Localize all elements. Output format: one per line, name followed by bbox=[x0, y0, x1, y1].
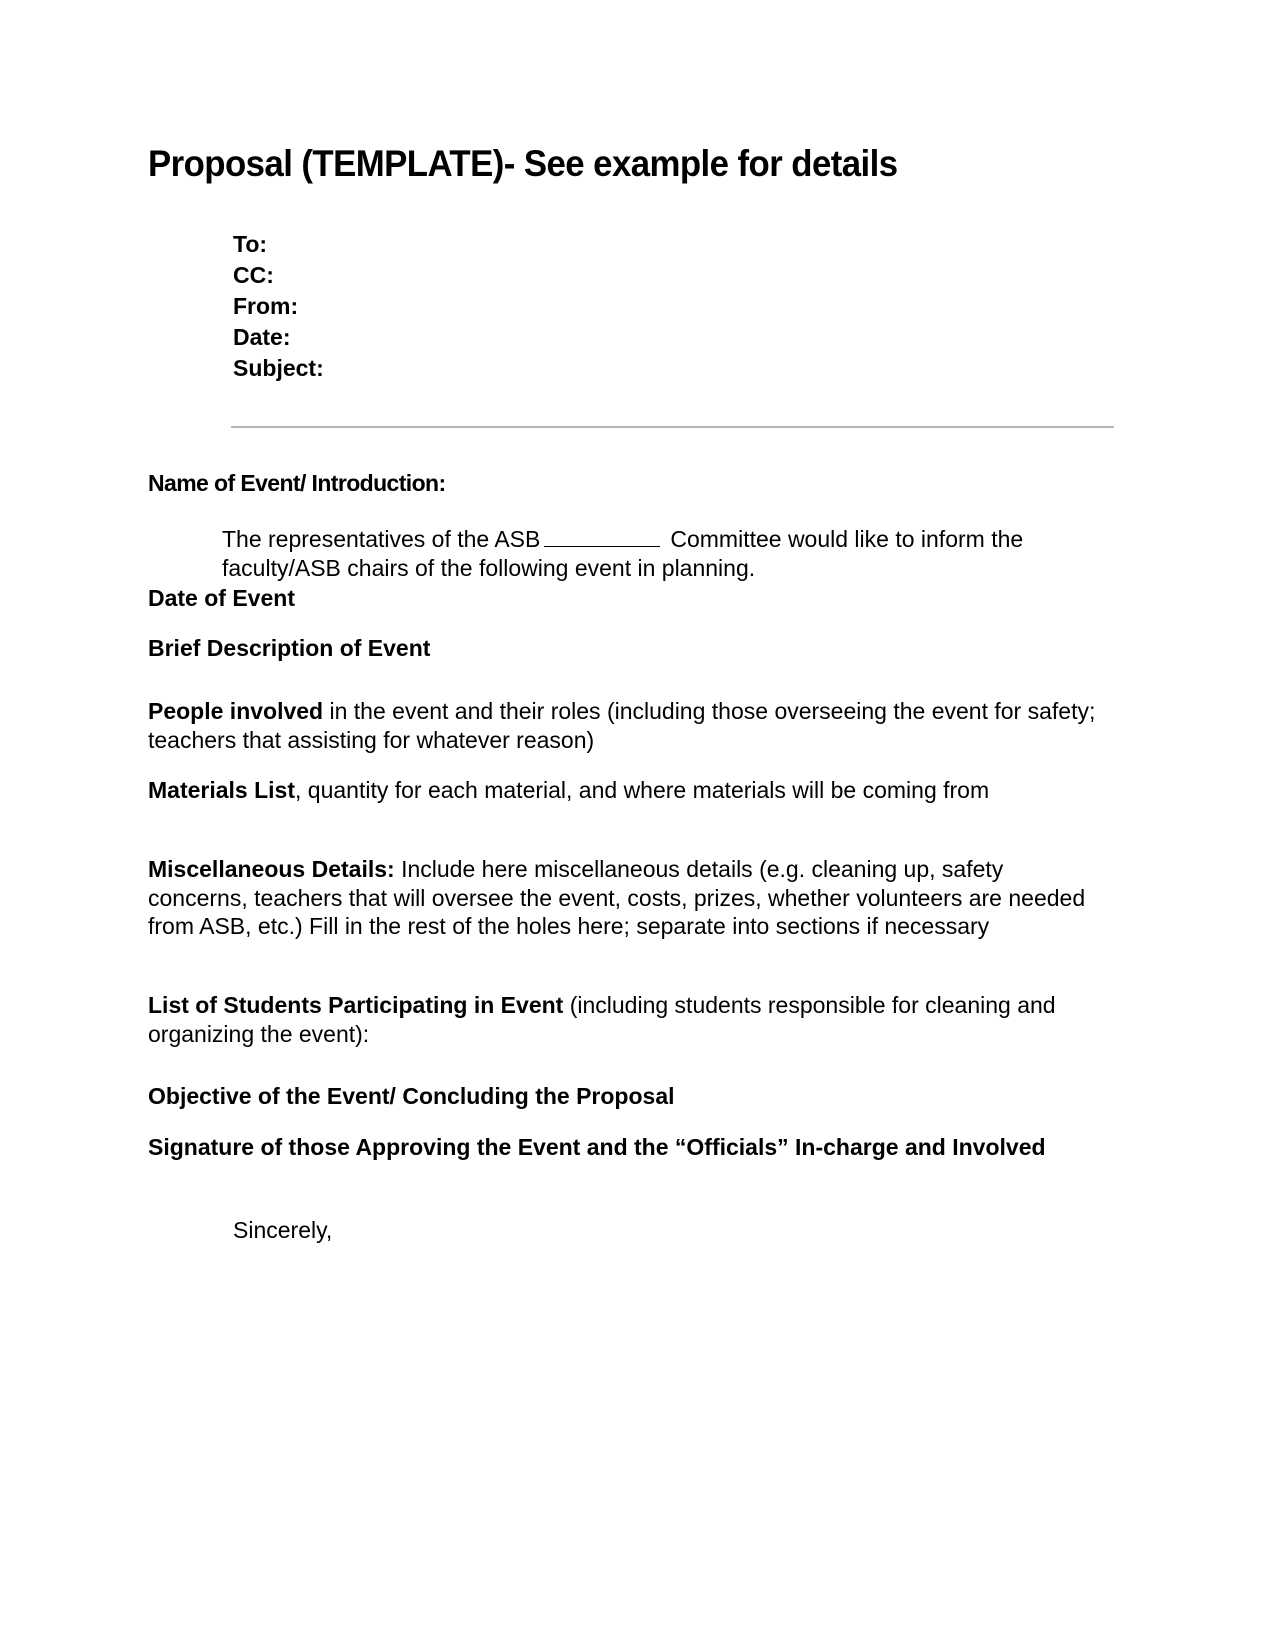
memo-field-date: Date: bbox=[233, 324, 291, 350]
committee-name-blank bbox=[544, 528, 660, 547]
signature-heading: Signature of those Approving the Event and the “Officials” In-charge and Involved bbox=[148, 1134, 1046, 1160]
misc-details-label: Miscellaneous Details: bbox=[148, 856, 395, 882]
materials-list-label: Materials List bbox=[148, 777, 295, 803]
intro-text-before-blank: The representatives of the ASB bbox=[222, 526, 541, 552]
date-of-event-heading: Date of Event bbox=[148, 585, 295, 611]
memo-divider bbox=[231, 426, 1114, 428]
students-list-text: (including students responsible for cleaning and organizing the event): bbox=[148, 992, 1056, 1047]
students-list-paragraph bbox=[148, 991, 1108, 1048]
misc-details-text: Include here miscellaneous details (e.g. cleaning up, safety concerns, teachers that will oversee the event, costs, prizes, whether volunteers are needed from ASB, etc.) Fill in the rest of the holes here; separate into sections if necessary bbox=[148, 856, 1086, 939]
materials-list-text: , quantity for each material, and where materials will be coming from bbox=[295, 777, 990, 803]
people-involved-text: in the event and their roles (including those overseeing the event for safety; teachers that assisting for whatever reason) bbox=[148, 698, 1096, 753]
people-involved-paragraph bbox=[148, 697, 1108, 754]
brief-description-heading: Brief Description of Event bbox=[148, 635, 431, 661]
memo-field-cc: CC: bbox=[233, 262, 274, 288]
intro-heading: Name of Event/ Introduction: bbox=[148, 470, 446, 496]
memo-field-from: From: bbox=[233, 293, 299, 319]
students-list-label: List of Students Participating in Event bbox=[148, 992, 564, 1018]
document-title: Proposal (TEMPLATE)- See example for details bbox=[148, 143, 898, 184]
intro-paragraph bbox=[222, 525, 1122, 583]
intro-text-after-blank: Committee would like to inform the faculty/ASB chairs of the following event in planning. bbox=[222, 526, 1024, 581]
closing-text: Sincerely, bbox=[233, 1217, 333, 1243]
misc-details-paragraph bbox=[148, 855, 1108, 941]
memo-field-subject: Subject: bbox=[233, 355, 324, 381]
memo-field-to: To: bbox=[233, 231, 268, 257]
memo-header bbox=[233, 229, 324, 384]
materials-list-paragraph bbox=[148, 776, 1108, 805]
objective-heading: Objective of the Event/ Concluding the Proposal bbox=[148, 1083, 675, 1109]
people-involved-label: People involved bbox=[148, 698, 324, 724]
